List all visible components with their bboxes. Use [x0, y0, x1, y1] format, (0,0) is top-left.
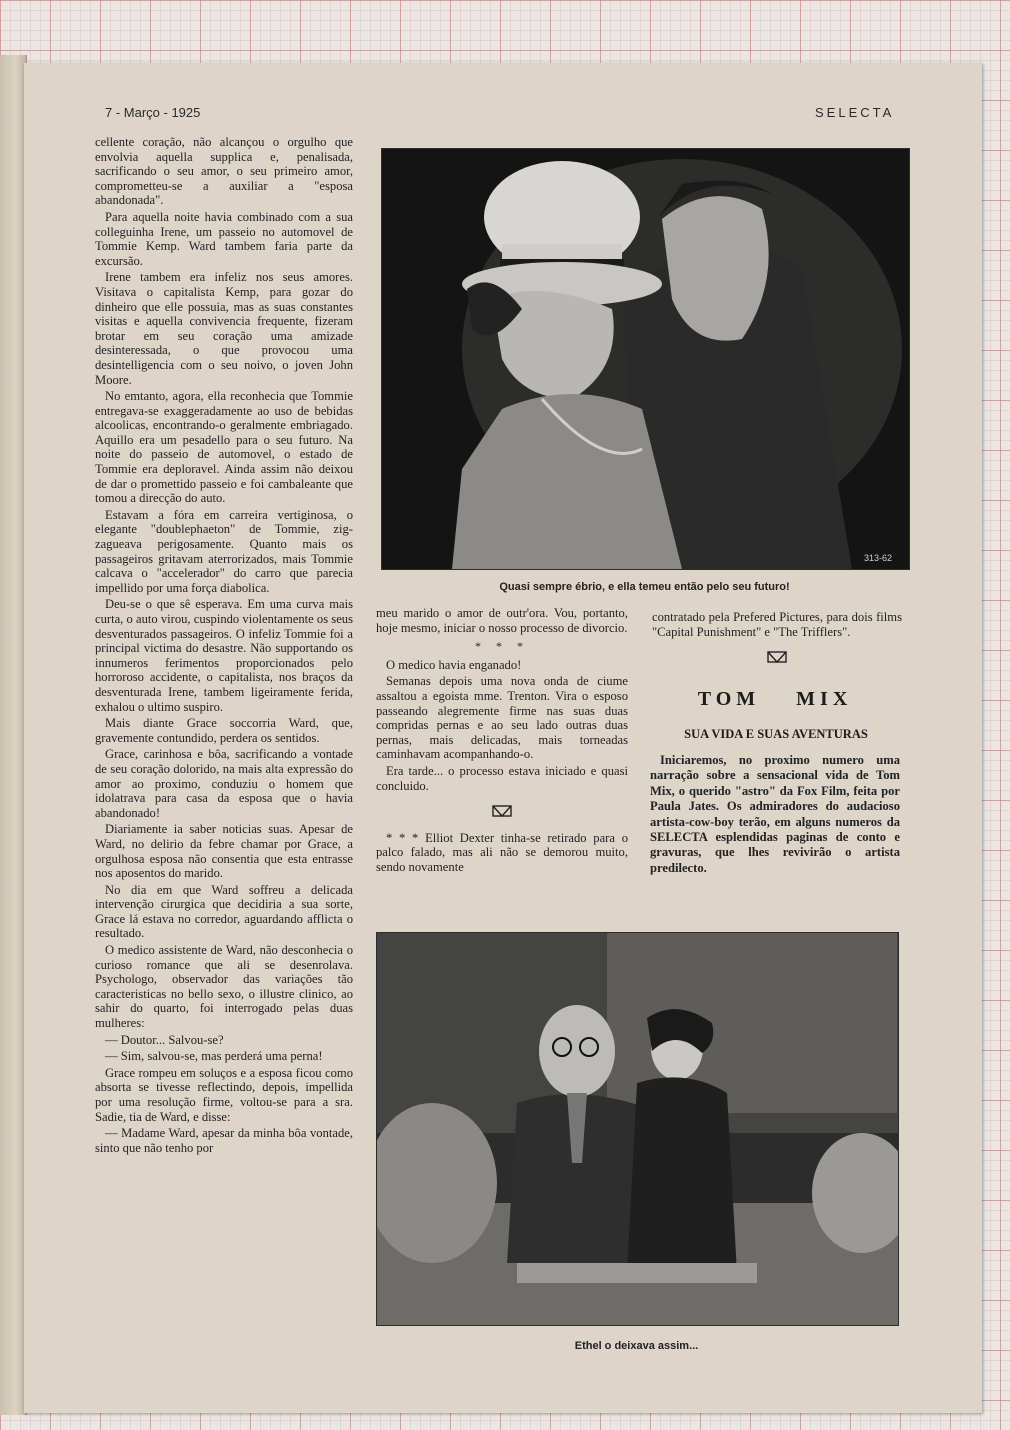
section-subtitle: SUA VIDA E SUAS AVENTURAS	[684, 727, 868, 741]
paragraph: Estavam a fóra em carreira vertiginosa, o elegante "doublephaeton" de Tommie, zig-zagueava perigosamente. Quanto mais os passageiros gritavam aterrorizados, mais Tommie calcava o "accelerador" do carro que parecia impellido por uma força diabolica.	[95, 507, 353, 595]
paragraph: Diariamente ia saber noticias suas. Apesar de Ward, no delirio da febre chamar por Grace, a orgulhosa esposa não consentia que esta entrasse nos aposentos do marido.	[95, 822, 353, 881]
paragraph: Irene tambem era infeliz nos seus amores. Visitava o capitalista Kemp, para gozar do dinheiro que elle possuia, mas as suas constantes visitas e aquella convivencia frequente, fizeram brotar em seu coração uma amizade desinteressada, o que provocou uma desintelligencia com o seu noivo, o joven John Moore.	[95, 270, 353, 387]
photo-mark: 313-62	[864, 553, 893, 563]
issue-date: 7 - Março - 1925	[105, 105, 201, 120]
sofa-photo-illustration	[377, 933, 898, 1325]
paragraph: O medico assistente de Ward, não desconhecia o curioso romance que ali se desenrolava. Psychologo, observador das variações tão caracteristicas no bello sexo, o illustre clinico, ao sahir do quarto, foi interrogado pelas duas mulheres:	[95, 943, 353, 1031]
paragraph	[376, 831, 628, 875]
title-word: TOM	[697, 688, 761, 710]
paragraph-lead: * * *	[386, 830, 419, 845]
couple-photo-illustration	[382, 149, 909, 569]
film-still-sofa	[376, 932, 899, 1326]
film-still-couple	[381, 148, 910, 570]
paragraph: Era tarde... o processo estava iniciado e quasi concluido.	[376, 763, 628, 793]
paragraph: — Sim, salvou-se, mas perderá uma perna!	[105, 1049, 323, 1064]
paragraph: Para aquella noite havia combinado com a sua colleguinha Irene, um passeio no automovel de Tommie Kemp. Ward tambem faria parte da excursão.	[95, 209, 353, 268]
paragraph: Deu-se o que sê esperava. Em uma curva mais curta, o auto virou, cuspindo violentamente os seus desventurados passageiros. O infeliz Tommie foi a principal victima do desastre. Não supportando os innumeros ferimentos proporcionados pelo horroroso accidente, o capitalista, nos braços da desventurada Irene, tambem ligeiramente ferida, exhalou o ultimo suspiro.	[95, 597, 353, 714]
paragraph: cellente coração, não alcançou o orgulho que envolvia aquella supplica e, penalisada, sacrificando o seu amor, o seu primeiro amor, comprometteu-se a auxiliar a "esposa abandonada".	[95, 135, 353, 208]
tom-mix-announcement	[650, 753, 900, 878]
paragraph: Iniciaremos, no proximo numero uma narração sobre a sensacional vida de Tom Mix, o querido "astro" da Fox Film, feita por Paula Jates. Os admiradores do audacioso artista-cow-boy terão, em alguns numeros da SELECTA esplendidas paginas de conto e gravuras, que lhes revivirão o artista predilecto.	[650, 753, 900, 875]
paragraph: Grace, carinhosa e bôa, sacrificando a vontade de seu coração dolorido, na mais alta expressão do amor ao proximo, conduziu o homem que idolatrava para casa da esposa que o havia abandonado!	[95, 747, 353, 820]
ornament-icon	[652, 651, 902, 667]
title-word: MIX	[796, 688, 853, 710]
paragraph: O medico havia enganado!	[386, 657, 522, 672]
magazine-name: SELECTA	[815, 105, 895, 120]
article-column-left	[95, 135, 353, 1157]
section-separator: * * *	[475, 639, 529, 654]
paragraph: Grace rompeu em soluços e a esposa ficou como absorta se tivesse reflectindo, depois, impellida por uma resolução firme, voltou-se para a sra. Sadie, tia de Ward, e disse:	[95, 1065, 353, 1124]
paragraph: — Doutor... Salvou-se?	[105, 1032, 224, 1047]
paragraph: contratado pela Prefered Pictures, para dois films "Capital Punishment" e "The Trifflers".	[652, 610, 902, 639]
paragraph-text: Elliot Dexter tinha-se retirado para o palco falado, mas ali não se demorou muito, sendo novamente	[376, 830, 628, 874]
ornament-icon	[376, 805, 628, 821]
paragraph: Semanas depois uma nova onda de ciume assaltou a egoista mme. Trenton. Vira o esposo passeando alegremente firme nas suas duas compridas pernas e ao seu lado outras duas pernas, mais delicadas, mais torneadas caminhavam acompanhando-o.	[376, 674, 628, 762]
paragraph: meu marido o amor de outr'ora. Vou, portanto, hoje mesmo, iniciar o nosso processo de divorcio.	[376, 606, 628, 635]
paragraph: — Madame Ward, apesar da minha bôa vontade, sinto que não tenho por	[95, 1126, 353, 1155]
paragraph: Mais diante Grace soccorria Ward, que, gravemente contundido, perdera os sentidos.	[95, 716, 353, 745]
article-column-middle	[376, 606, 628, 877]
photo-caption-top: Quasi sempre ébrio, e ella temeu então pelo seu futuro!	[499, 581, 790, 593]
section-title	[652, 688, 898, 711]
paragraph: No emtanto, agora, ella reconhecia que Tommie entregava-se exaggeradamente ao uso de bebidas alcoolicas, encontrando-o geralmente embriagado. Aquillo era um pesadello para o seu futuro. Na noite do passeio de automovel, o estado de Tommie era deploravel. Ainda assim não deixou de dar o promettido passeio e foi cambaleante que tomou a direcção do auto.	[95, 389, 353, 506]
article-column-right	[652, 610, 902, 667]
photo-caption-bottom: Ethel o deixava assim...	[574, 1340, 699, 1352]
magazine-spine	[0, 55, 27, 1415]
paragraph: No dia em que Ward soffreu a delicada intervenção cirurgica que decidiria a sua sorte, Grace lá estava no corredor, aguardando afflicta o resultado.	[95, 882, 353, 941]
